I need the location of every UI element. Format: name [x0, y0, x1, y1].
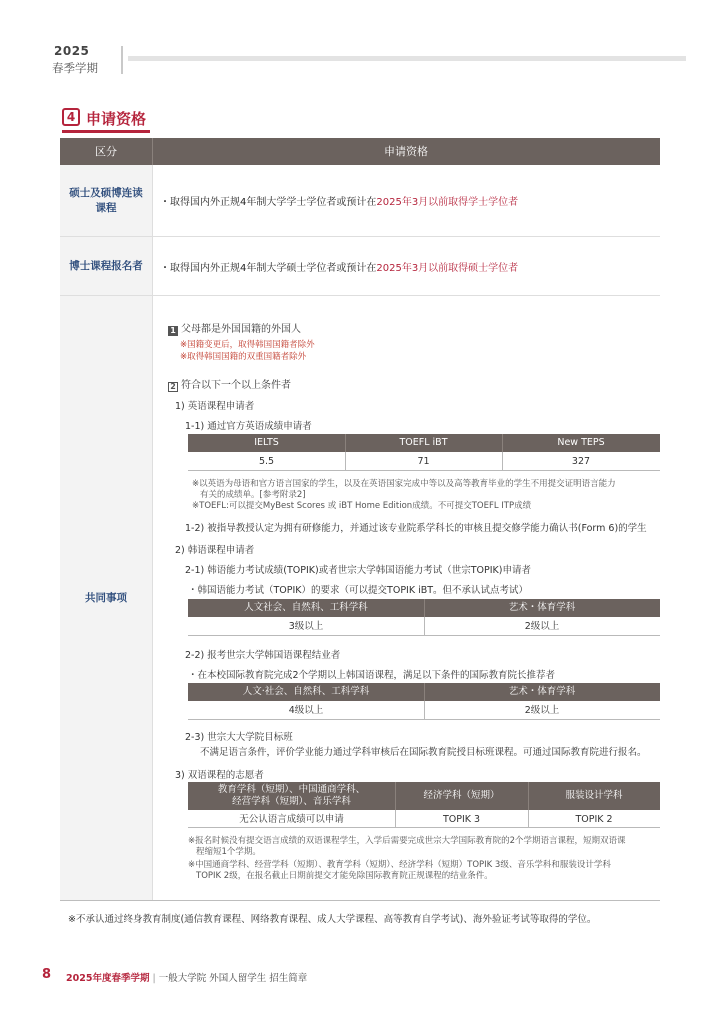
- korean-topik-table: [188, 599, 660, 636]
- common-item-1: 1 父母都是外国国籍的外国人: [168, 320, 301, 336]
- english-score-ielts: 5.5: [258, 456, 275, 467]
- english-score-header-ielts: IELTS: [188, 434, 345, 452]
- korean-topik-header-humanities: 人文社会、自然科、工科学科: [188, 599, 424, 617]
- header-bar: [128, 56, 686, 61]
- bilingual-note-2-line2: TOPIK 2级，在报名截止日期前提交才能免除国际教育院正规课程的结业条件。: [196, 871, 493, 881]
- english-note-1-line2: 有关的成绩单。[参考附录2]: [200, 490, 306, 500]
- table-column-divider: [152, 165, 153, 900]
- header-divider: [121, 46, 123, 74]
- korean-sub-3: 2-3) 世宗大大学院目标班: [185, 732, 293, 743]
- row-text-doctoral: ・取得国内外正规4年制大学硕士学位者或预计在2025年3月以前取得硕士学位者: [160, 263, 519, 274]
- bilingual-value-economics: TOPIK 3: [442, 814, 481, 825]
- common-item-2: 2 符合以下一个以上条件者: [168, 376, 291, 392]
- footnote: ※不承认通过终身教育制度(通信教育课程、网络教育课程、成人大学课程、高等教育自学考试)、海外验证考试等取得的学位。: [68, 914, 597, 925]
- bilingual-course-title: 3) 双语课程的志愿者: [175, 770, 264, 781]
- korean-sub-2: 2-2) 报考世宗大学韩国语课程结业者: [185, 650, 341, 661]
- header-year: 2025: [54, 44, 90, 58]
- korean-sub-1: 2-1) 韩语能力考试成绩(TOPIK)或者世宗大学韩国语能力考试（世宗TOPIK)申请者: [185, 565, 531, 576]
- section-title-underline: [62, 130, 150, 133]
- english-score-table: [188, 434, 660, 471]
- table-header: [60, 138, 660, 165]
- korean-course-humanities: 4级以上: [288, 705, 324, 716]
- row-label-masters-line1: 硕士及硕博连读: [69, 186, 143, 199]
- korean-topik-header-arts: 艺术・体育学科: [424, 599, 660, 617]
- bilingual-header-1: 教育学科（短期）、中国通商学科、 经营学科（短期）、音乐学科: [188, 782, 395, 810]
- bilingual-note-1-line2: 程缩短1个学期。: [196, 847, 261, 857]
- section-title: 申请资格: [86, 110, 147, 128]
- korean-topik-humanities: 3级以上: [288, 621, 324, 632]
- english-sub-2: 1-2) 被指导教授认定为拥有研修能力，并通过该专业院系学科长的审核且提交修学能力确认书(Form 6)的学生: [185, 523, 647, 534]
- page-footer: 2025年度春季学期 | 一般大学院 外国人留学生 招生简章: [66, 973, 308, 984]
- bilingual-value-1: 无公认语言成绩可以申请: [239, 814, 344, 825]
- row-label-common: 共同事项: [60, 296, 152, 900]
- row-label-masters-line2: 课程: [95, 201, 117, 214]
- english-note-2: ※TOEFL:可以提交MyBest Scores 或 iBT Home Edition成绩。不可提交TOEFL ITP成绩: [192, 501, 532, 511]
- header-semester: 春季学期: [52, 61, 98, 75]
- row-label-doctoral: 博士课程报名者: [60, 237, 152, 295]
- table-header-category: 区分: [95, 145, 117, 158]
- english-score-toefl: 71: [417, 456, 430, 467]
- korean-course-arts: 2级以上: [524, 705, 560, 716]
- english-sub-1: 1-1) 通过官方英语成绩申请者: [185, 421, 312, 432]
- korean-sub-1-bullet: ・韩国语能力考试（TOPIK）的要求（可以提交TOPIK iBT。但不承认试点考试）: [188, 585, 529, 596]
- korean-topik-arts: 2级以上: [524, 621, 560, 632]
- bilingual-value-fashion: TOPIK 2: [575, 814, 613, 825]
- english-note-1-line1: ※以英语为母语和官方语言国家的学生，以及在英语国家完成中等以及高等教育毕业的学生不用提交证明语言能力: [192, 479, 616, 489]
- table-bottom-border: [60, 900, 660, 901]
- korean-course-title: 2) 韩语课程申请者: [175, 545, 255, 556]
- section-number-badge: 4: [62, 108, 80, 126]
- english-score-header-teps: New TEPS: [502, 434, 660, 452]
- bilingual-table: [188, 782, 660, 828]
- row-text-masters: ・取得国内外正规4年制大学学士学位者或预计在2025年3月以前取得学士学位者: [160, 197, 519, 208]
- bilingual-header-fashion: 服装设计学科: [528, 782, 660, 810]
- bilingual-header-economics: 经济学科（短期）: [395, 782, 528, 810]
- row-label-masters: [60, 165, 152, 236]
- english-score-teps: 327: [571, 456, 591, 467]
- common-item-1-note-2: ※取得韩国国籍的双重国籍者除外: [180, 352, 307, 362]
- korean-sub-2-bullet: ・在本校国际教育院完成2个学期以上韩国语课程，满足以下条件的国际教育院长推荐者: [188, 670, 556, 681]
- table-header-qualification: 申请资格: [384, 145, 428, 158]
- bilingual-note-1-line1: ※报名时候没有提交语言成绩的双语课程学生，入学后需要完成世宗大学国际教育院的2个学期语言课程，短期双语课: [188, 836, 626, 846]
- korean-course-header-humanities: 人文·社会、自然科、工科学科: [188, 683, 424, 701]
- bilingual-note-2-line1: ※中国通商学科、经营学科（短期）、教育学科（短期）、经济学科（短期）TOPIK 3级、音乐学科和服装设计学科: [188, 860, 611, 870]
- english-course-title: 1) 英语课程申请者: [175, 401, 255, 412]
- page-number: 8: [42, 967, 52, 982]
- common-item-1-note-1: ※国籍变更后，取得韩国国籍者除外: [180, 340, 315, 350]
- english-score-header-toefl: TOEFL iBT: [345, 434, 502, 452]
- korean-course-header-arts: 艺术・体育学科: [424, 683, 660, 701]
- korean-course-table: [188, 683, 660, 720]
- korean-sub-3-text: 不满足语言条件，评价学业能力通过学科审核后在国际教育院授目标班课程。可通过国际教育院进行报名。: [200, 747, 647, 758]
